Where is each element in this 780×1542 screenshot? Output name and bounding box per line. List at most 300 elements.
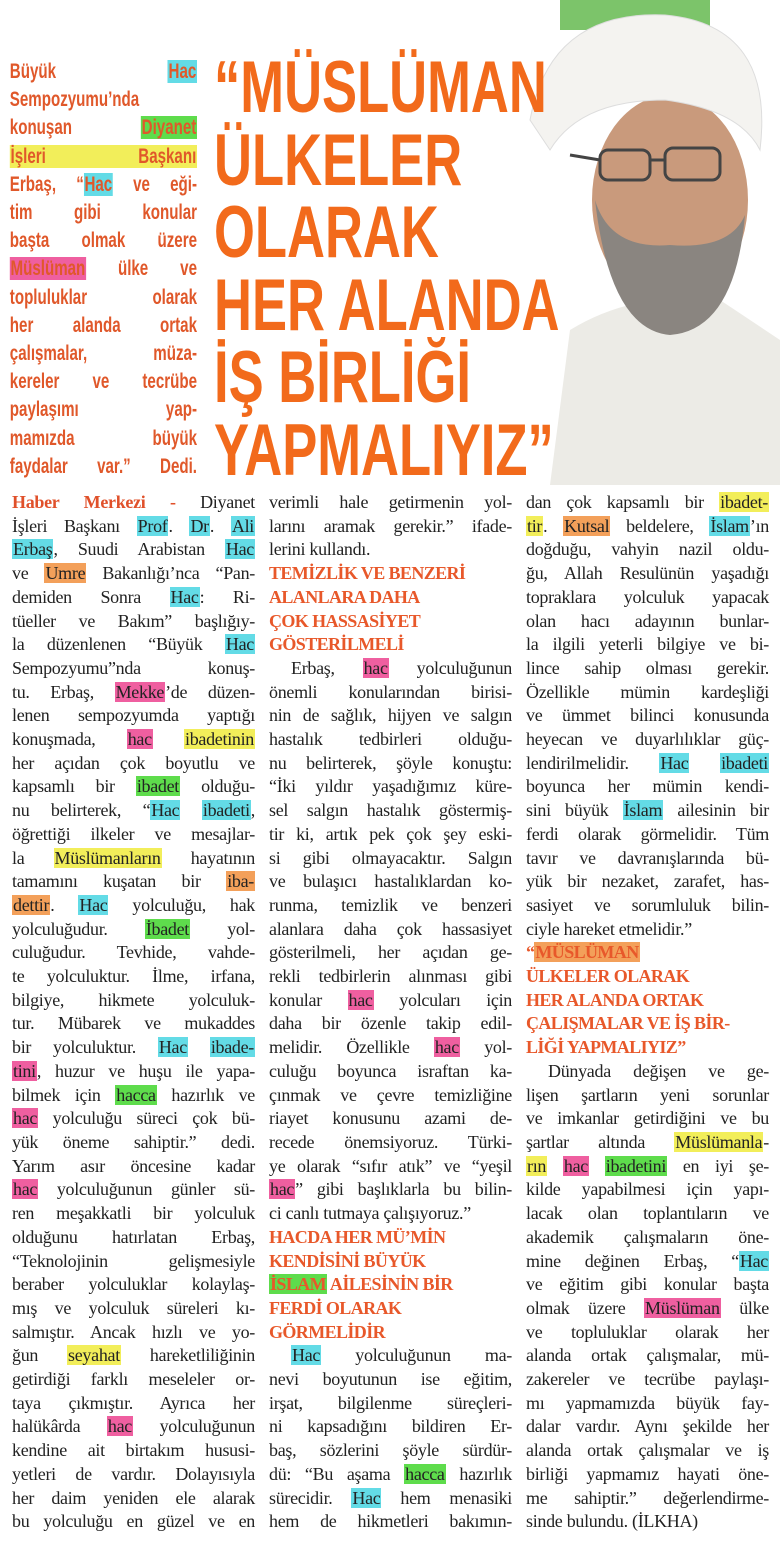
text-line	[269, 799, 512, 823]
text: hem menasiki	[381, 1487, 512, 1508]
text-line	[269, 1321, 512, 1345]
text-line	[12, 1226, 255, 1250]
text-line	[526, 515, 769, 539]
text-line	[12, 1510, 255, 1534]
text-line	[269, 989, 512, 1013]
highlighted-word: Hac	[84, 172, 113, 196]
text: konuşan	[9, 116, 141, 140]
text: TEMİZLİK VE BENZERİ	[269, 563, 466, 584]
highlighted-word: ibade-	[210, 1037, 255, 1058]
text: hazırlık ve	[156, 1084, 255, 1105]
highlighted-word: Hac	[79, 894, 108, 915]
text: birliği yapmamız hayati öne-	[526, 1463, 769, 1484]
text: yolculuğu süreci çok bü-	[38, 1108, 255, 1129]
text: verimli hale getirmenin yol-	[269, 492, 512, 512]
text: dü: “Bu aşama	[269, 1463, 405, 1484]
text: ve imkanlar getirdiğini ve bu	[526, 1108, 769, 1129]
highlighted-word: Kutsal	[564, 515, 610, 536]
text-line	[526, 823, 769, 847]
highlighted-word: Müslümanların	[54, 847, 161, 868]
text: “	[526, 942, 535, 963]
text: ve eğitim gibi konular başta	[526, 1274, 769, 1295]
text-line	[269, 610, 512, 634]
headline-line: YAPMALIYIZ”	[214, 409, 554, 491]
text-line	[12, 562, 255, 586]
intro-summary	[10, 58, 197, 481]
text-line	[12, 1487, 255, 1511]
text-line	[526, 1297, 769, 1321]
text-line	[12, 894, 255, 918]
text-line	[10, 312, 197, 340]
text-line	[12, 1155, 255, 1179]
text-line	[526, 1060, 769, 1084]
text-line	[12, 1107, 255, 1131]
text: la düzenlenen “Büyük	[12, 634, 225, 655]
text-line	[269, 1060, 512, 1084]
text-line	[269, 1084, 512, 1108]
text-line	[526, 1250, 769, 1274]
highlighted-word: Müslümanla	[675, 1131, 763, 1152]
text-line	[12, 870, 255, 894]
text-line	[12, 847, 255, 871]
text: hazırlık	[445, 1463, 512, 1484]
text	[689, 753, 720, 773]
text	[180, 800, 202, 820]
text-line	[269, 1036, 512, 1060]
headline-line: HER ALANDA	[214, 264, 560, 346]
text: kendine ait birtakım hususi-	[12, 1440, 255, 1461]
section-heading	[269, 562, 512, 657]
text-line	[526, 562, 769, 586]
text-line	[269, 491, 512, 515]
text: ve bulaşıcı hastalıklardan ko-	[269, 871, 512, 892]
text-line	[526, 1439, 769, 1463]
text-line	[269, 1297, 512, 1321]
text: lince sahip olması gerekir.	[526, 657, 769, 678]
text: tur. Mübarek ve mukaddes	[12, 1013, 255, 1034]
text: başta olmak üzere	[9, 229, 197, 253]
highlighted-word: İslam	[710, 515, 749, 536]
text-line	[10, 396, 197, 424]
text-line	[269, 894, 512, 918]
text-line	[12, 1273, 255, 1297]
text-line	[526, 989, 769, 1013]
text-line	[12, 1012, 255, 1036]
highlighted-word: hac	[107, 1416, 132, 1437]
highlighted-word: Müslüman	[10, 257, 86, 281]
highlighted-word: hacca	[116, 1084, 156, 1105]
text-line	[12, 586, 255, 610]
text: ferdi olarak görmelidir. Tüm	[526, 823, 769, 844]
text-line	[10, 171, 197, 199]
text-line	[269, 1510, 512, 1534]
text: mış ve yolculuk süreleri kı-	[12, 1297, 255, 1318]
paragraph	[269, 491, 512, 562]
text: sürecidir.	[269, 1487, 352, 1508]
text: culuğudur. Tevhide, vahde-	[12, 942, 255, 963]
text-line	[526, 1202, 769, 1226]
highlighted-word: İSLAM	[270, 1274, 327, 1295]
text: lerini kullandı.	[269, 539, 371, 560]
highlighted-word: Hac	[151, 800, 180, 821]
highlighted-word: Diyanet	[141, 116, 197, 140]
highlighted-word: Ali	[231, 515, 254, 536]
text-line	[12, 918, 255, 942]
text: paylaşımı yap-	[9, 398, 197, 422]
text: riayet konusunu azami de-	[269, 1108, 512, 1129]
article-column-1	[12, 491, 255, 1534]
text: .	[50, 894, 79, 915]
text: si gibi olmayacaktır. Salgın	[269, 847, 512, 868]
headline-line: ÜLKELER	[214, 119, 463, 201]
text: yük bir nezaket, zarafet, has-	[526, 871, 769, 892]
text: yolculuğunun günler sü-	[38, 1179, 255, 1200]
text: -	[763, 1131, 769, 1152]
text: tir ki, artık pek çok şey eski-	[269, 823, 512, 844]
text: dalar vardır. Aynı şekilde her	[526, 1416, 769, 1437]
text-line	[12, 1439, 255, 1463]
text: .	[168, 515, 190, 536]
text-line	[12, 965, 255, 989]
text-line	[269, 1178, 512, 1202]
highlighted-word: Dr	[190, 515, 209, 536]
text: ni kapsadığını bildiren Er-	[269, 1416, 512, 1437]
text-line	[526, 1344, 769, 1368]
text-line	[526, 1273, 769, 1297]
text-line	[10, 58, 197, 86]
text: halükârda	[12, 1416, 107, 1437]
text-line	[269, 1368, 512, 1392]
text: Sempozyumu’nda	[9, 88, 140, 112]
text-line	[12, 681, 255, 705]
text: culuğu boyunca israftan ka-	[269, 1060, 512, 1081]
text-line	[12, 823, 255, 847]
text-line	[12, 989, 255, 1013]
text: salmıştır. Ancak hızlı ve yo-	[12, 1321, 255, 1342]
text: ve	[12, 563, 45, 584]
text: ÇOK HASSASİYET	[269, 610, 421, 631]
text-line	[12, 941, 255, 965]
text: olduğu-	[180, 776, 255, 797]
text: .	[543, 515, 564, 536]
text: ve ümmet bilinci konusunda	[526, 705, 769, 726]
text: önemli konularından birisi-	[269, 681, 512, 702]
text-line	[269, 1250, 512, 1274]
text-line	[269, 1107, 512, 1131]
text: kereler ve tecrübe	[9, 370, 197, 394]
text-line	[12, 752, 255, 776]
text-line	[12, 1321, 255, 1345]
text: : Ri-	[199, 586, 255, 607]
highlighted-word: Hac	[352, 1487, 381, 1508]
text: ALANLARA DAHA	[269, 586, 420, 607]
text: ’de düzen-	[165, 681, 255, 702]
text-line	[10, 425, 197, 453]
text-line	[269, 681, 512, 705]
text: KENDİSİNİ BÜYÜK	[269, 1250, 426, 1271]
text-line	[12, 1250, 255, 1274]
text: sini büyük	[526, 800, 623, 821]
text-line	[526, 1131, 769, 1155]
text-line	[12, 728, 255, 752]
text: ÜLKELER OLARAK	[526, 966, 690, 987]
text: mı yapmamızda büyük fay-	[526, 1392, 769, 1413]
text: ğun	[12, 1345, 68, 1366]
text-line	[269, 515, 512, 539]
text: te yolculuktur. İlme, irfana,	[12, 966, 255, 987]
highlighted-word: Hac	[158, 1037, 187, 1058]
text	[188, 1037, 210, 1057]
text: nevi boyutunun ise eğitim,	[269, 1369, 512, 1390]
text: Erbaş, “	[9, 172, 84, 196]
text: lacak olan toplantıların ve	[526, 1203, 769, 1224]
text: lenen sempozyumda yaptığı	[12, 705, 255, 726]
text: yolculuğunun	[132, 1416, 255, 1437]
text: heyecan ve duyarlılıklar güç-	[526, 729, 769, 750]
text: Erbaş,	[291, 657, 363, 678]
text-line	[269, 775, 512, 799]
highlighted-word: MÜSLÜMAN	[535, 942, 639, 963]
text: her daim yeniden ele alarak	[12, 1487, 255, 1508]
text-line	[269, 538, 512, 562]
highlighted-word: ibadetini	[605, 1155, 667, 1176]
text: mamızda büyük	[9, 426, 197, 450]
text: sel salgın hastalık göstermiş-	[269, 800, 512, 821]
text-line	[12, 1368, 255, 1392]
text: hem de hikmetleri bakımın-	[269, 1511, 512, 1532]
text-line	[12, 1344, 255, 1368]
text-line	[526, 752, 769, 776]
text: her alanda ortak	[9, 313, 197, 337]
text: nu belirterek, “	[12, 800, 151, 821]
text-line	[10, 143, 197, 171]
text-line	[269, 1463, 512, 1487]
text: Büyük	[9, 60, 168, 83]
highlighted-word: Erbaş	[13, 539, 53, 560]
text: me sahiptir.” değerlendirme-	[526, 1487, 769, 1508]
text-line	[269, 1226, 512, 1250]
text-line	[526, 1510, 769, 1534]
text-line	[10, 284, 197, 312]
text-line	[526, 1012, 769, 1036]
text-line	[526, 847, 769, 871]
article-column-2	[269, 491, 512, 1534]
text: mine değinen Erbaş, “	[526, 1250, 739, 1271]
section-heading	[526, 941, 769, 1060]
text: sasiyet ve sorumluluk bilin-	[526, 894, 769, 915]
text-line	[10, 340, 197, 368]
text-line	[269, 1273, 512, 1297]
text-line	[10, 114, 197, 142]
text-line	[526, 633, 769, 657]
text: İşleri Başkanı	[12, 515, 137, 536]
highlighted-word: Mekke	[115, 681, 165, 702]
text: yol-	[459, 1037, 512, 1058]
text-line	[10, 368, 197, 396]
text: beraber yolculuklar kolaylaş-	[12, 1274, 255, 1295]
text-line	[526, 704, 769, 728]
text: alanlara daha çok hassasiyet	[269, 918, 512, 939]
highlighted-word: iba-	[227, 871, 254, 892]
text-line	[12, 1060, 255, 1084]
text: Yarım asır öncesine kadar	[12, 1155, 255, 1176]
text: doğduğu, vahyin nazil oldu-	[526, 539, 769, 560]
text-line	[12, 1202, 255, 1226]
text-line	[10, 86, 197, 114]
text: recede önemsiyoruz. Türki-	[269, 1131, 512, 1152]
text-line	[526, 610, 769, 634]
highlighted-word: Hac	[292, 1345, 321, 1366]
text: bu yolculuğu en güzel ve en	[12, 1511, 255, 1532]
text: baş, sözlerini şöyle sürdür-	[269, 1440, 512, 1461]
text: akademik çalışmaların öne-	[526, 1226, 769, 1247]
paragraph	[12, 491, 255, 1534]
text: nin de sağlık, hijyen ve salgın	[269, 705, 512, 726]
text: olduğunu hatırlatan Erbaş,	[12, 1226, 255, 1247]
text: yolculuğudur.	[12, 918, 145, 939]
text: ailesinin bir	[663, 800, 769, 821]
text-line	[269, 704, 512, 728]
paragraph	[269, 657, 512, 1226]
text: yolculuğunun ma-	[321, 1345, 512, 1366]
text: çalışmalar, müza-	[9, 342, 197, 366]
highlighted-word: hac	[434, 1037, 459, 1058]
text: getirdiği farklı meseleler or-	[12, 1369, 255, 1390]
highlighted-word: hac	[127, 729, 152, 750]
section-heading	[269, 1226, 512, 1345]
text: nu belirterek, şöyle konuştu:	[269, 752, 512, 773]
text-line	[12, 799, 255, 823]
text-line	[269, 1415, 512, 1439]
text-line	[526, 941, 769, 965]
highlighted-word: tini	[13, 1060, 36, 1081]
text: dan çok kapsamlı bir	[526, 492, 720, 512]
text: yetleri de vardır. Dolayısıyla	[12, 1463, 255, 1484]
text: hayatının	[161, 847, 256, 868]
text-line	[526, 894, 769, 918]
text-line	[526, 1415, 769, 1439]
text-line	[526, 491, 769, 515]
text: yolculuğu, hak	[108, 894, 255, 915]
text: daha bir özenle takip edil-	[269, 1013, 512, 1034]
text: demiden Sonra	[12, 586, 170, 607]
text: yolcuları için	[373, 989, 513, 1010]
highlighted-word: ibadet-	[720, 492, 768, 512]
text: lişen şartların yeni sorunlar	[526, 1084, 769, 1105]
text-line	[526, 657, 769, 681]
text-line	[526, 799, 769, 823]
highlighted-word: Hac	[739, 1250, 768, 1271]
text: kapsamlı bir	[12, 776, 136, 797]
text-line	[526, 918, 769, 942]
text-line	[269, 1392, 512, 1416]
text: alanda ortak çalışmalar, mü-	[526, 1345, 769, 1366]
text-line	[526, 681, 769, 705]
text-line	[12, 1178, 255, 1202]
paragraph	[526, 491, 769, 941]
highlighted-word: hac	[270, 1179, 295, 1200]
text: tamamını kuşatan bir	[12, 871, 227, 892]
text: kilde yapabilmesi için yapı-	[526, 1179, 769, 1200]
highlighted-word: hacca	[405, 1463, 445, 1484]
text: ğu, Allah Resulünün yaşadığı	[526, 563, 769, 584]
text-line	[526, 965, 769, 989]
text: yük öneme sahiptir.” dedi.	[12, 1131, 255, 1152]
highlighted-word: tir	[527, 515, 543, 536]
text-line	[12, 1297, 255, 1321]
highlighted-word: hac	[13, 1179, 38, 1200]
text: HER ALANDA ORTAK	[526, 989, 704, 1010]
text: Sempozyumu”nda konuş-	[12, 657, 255, 678]
text-line	[526, 538, 769, 562]
text: , Suudi Arabistan	[53, 539, 225, 560]
text: Bakanlığı’nca “Pan-	[86, 563, 255, 584]
headline	[214, 47, 560, 491]
highlighted-word: ibadeti	[721, 752, 768, 773]
text-line	[269, 1344, 512, 1368]
text: ve topluluklar olarak her	[526, 1321, 769, 1342]
text: topluluklar olarak	[9, 285, 197, 309]
text-line	[526, 1368, 769, 1392]
text: olan hacı adayının bunlar-	[526, 610, 769, 631]
text: ” gibi başlıklarla bu bilin-	[295, 1179, 512, 1200]
text-line	[269, 918, 512, 942]
text: ve eği-	[112, 172, 197, 196]
highlighted-word: seyahat	[68, 1345, 120, 1366]
text: melidir. Özellikle	[269, 1037, 434, 1058]
highlighted-word: Hac	[168, 60, 197, 83]
text-line	[526, 1036, 769, 1060]
headline-line: “MÜSLÜMAN	[214, 47, 547, 128]
text: konular	[269, 989, 348, 1010]
text: yolculuğunun	[388, 657, 513, 678]
article-column-3	[526, 491, 769, 1534]
text-line	[269, 1012, 512, 1036]
text: hastalık tedbirleri olduğu-	[269, 729, 512, 750]
text-line	[526, 1463, 769, 1487]
text: tu. Erbaş,	[12, 681, 115, 702]
highlighted-word: hac	[348, 989, 373, 1010]
headline-line: OLARAK	[214, 192, 439, 273]
text-line	[269, 1487, 512, 1511]
text: Dünyada değişen ve ge-	[548, 1060, 769, 1081]
text-line	[10, 453, 197, 481]
text	[589, 1156, 605, 1176]
text: her açıdan çok boyutlu ve	[12, 752, 255, 773]
text-line	[526, 1392, 769, 1416]
text-line	[12, 1392, 255, 1416]
text: la ilgili yeterli bilgiye ve bi-	[526, 634, 769, 655]
text-line	[10, 199, 197, 227]
text: boyunca her mümin kendi-	[526, 776, 769, 797]
highlighted-word: Hac	[170, 586, 199, 607]
text-line	[269, 657, 512, 681]
text-line	[269, 586, 512, 610]
highlighted-word: ibadeti	[202, 800, 250, 821]
highlighted-word: Hac	[660, 752, 689, 773]
text-line	[12, 1084, 255, 1108]
text: sinde bulundu. (İLKHA)	[526, 1511, 698, 1532]
highlighted-word: Prof	[137, 515, 168, 536]
text: hareketliliğinin	[120, 1345, 255, 1366]
text: ÇALIŞMALAR VE İŞ BİR-	[526, 1013, 730, 1034]
text: ciyle hareket etmelidir.”	[526, 918, 692, 939]
text: şartlar altında	[526, 1131, 675, 1152]
text: ’ın	[749, 515, 769, 536]
text-line	[269, 1439, 512, 1463]
text-line	[12, 633, 255, 657]
text: konuşmada,	[12, 729, 127, 750]
